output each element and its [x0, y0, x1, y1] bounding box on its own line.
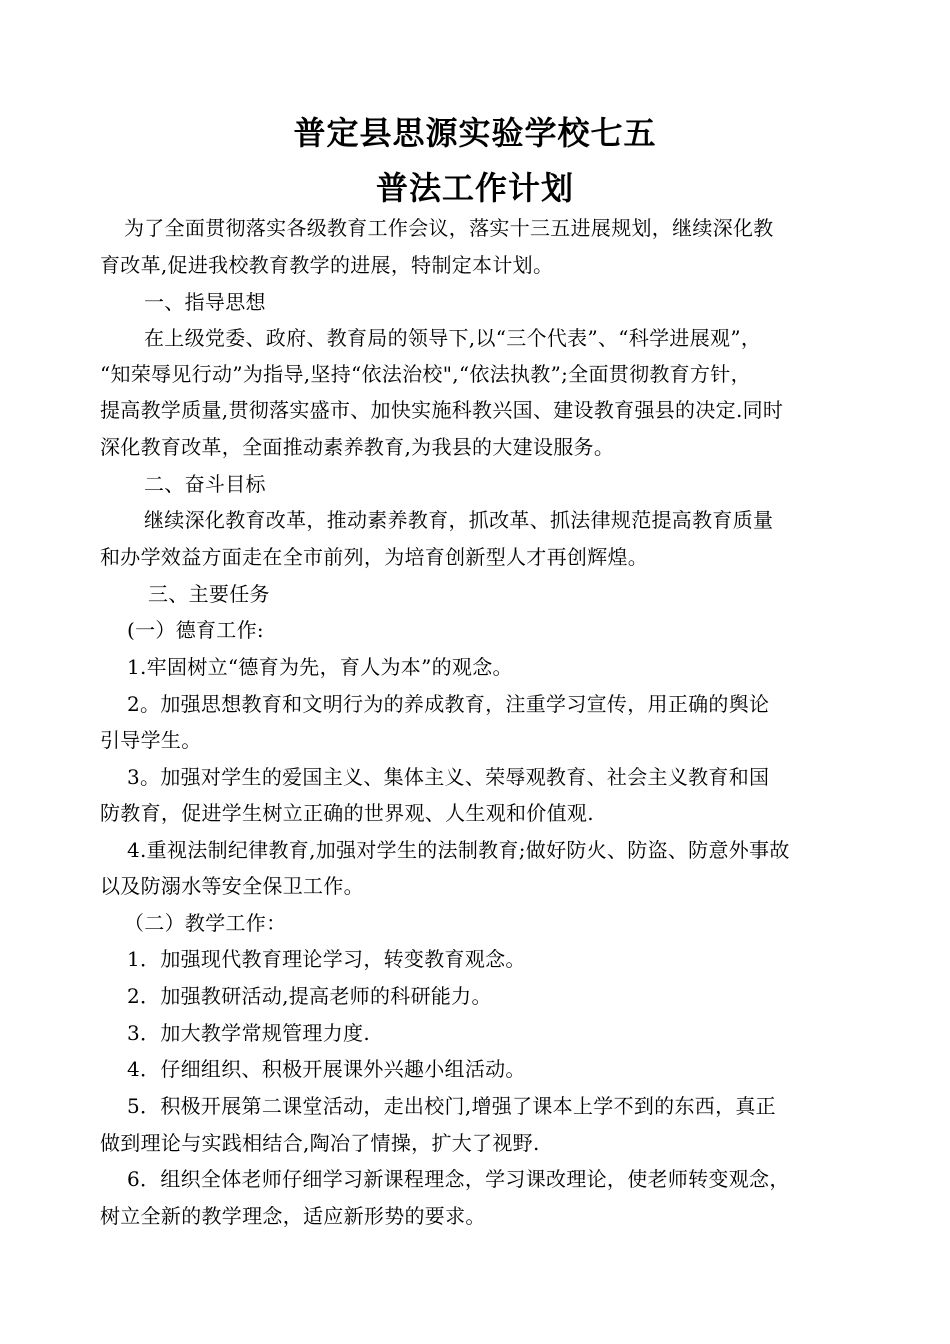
section-heading-guiding-thought: 一、指导思想: [144, 290, 266, 314]
section-heading-goals: 二、奋斗目标: [144, 472, 266, 496]
moral-education-item: 3。加强对学生的爱国主义、集体主义、荣辱观教育、社会主义教育和国: [127, 765, 770, 789]
intro-paragraph-line: 育改革,促进我校教育教学的进展，特制定本计划。: [100, 253, 554, 277]
intro-paragraph-line: 为了全面贯彻落实各级教育工作会议，落实十三五进展规划，继续深化教: [124, 216, 774, 240]
moral-education-item-continuation: 防教育，促进学生树立正确的世界观、人生观和价值观.: [100, 801, 594, 825]
teaching-item: 3．加大教学常规管理力度.: [127, 1021, 370, 1045]
section-heading-main-tasks: 三、主要任务: [148, 582, 270, 606]
guiding-thought-paragraph-line: 提高教学质量,贯彻落实盛市、加快实施科教兴国、建设教育强县的决定.同时: [100, 398, 784, 422]
document-title-line1: 普定县思源实验学校七五: [293, 114, 657, 152]
moral-education-item: 1.牢固树立“德育为先，育人为本”的观念。: [127, 655, 513, 679]
document-title-line2: 普法工作计划: [375, 169, 574, 207]
moral-education-item: 2。加强思想教育和文明行为的养成教育，注重学习宣传，用正确的舆论: [127, 692, 770, 716]
moral-education-item-continuation: 以及防溺水等安全保卫工作。: [100, 874, 364, 898]
teaching-item: 2．加强教研活动,提高老师的科研能力。: [127, 984, 492, 1008]
subsection-heading-moral-education: (一）德育工作:: [127, 618, 264, 642]
moral-education-item: 4.重视法制纪律教育,加强对学生的法制教育;做好防火、防盗、防意外事故: [127, 838, 790, 862]
teaching-item-continuation: 做到理论与实践相结合,陶冶了情操，扩大了视野.: [100, 1131, 540, 1155]
teaching-item: 4．仔细组织、积极开展课外兴趣小组活动。: [127, 1057, 526, 1081]
moral-education-item-continuation: 引导学生。: [100, 728, 202, 752]
teaching-item: 6．组织全体老师仔细学习新课程理念，学习课改理论，使老师转变观念，: [127, 1167, 790, 1191]
teaching-item: 5．积极开展第二课堂活动，走出校门,增强了课本上学不到的东西，真正: [127, 1094, 776, 1118]
guiding-thought-paragraph-line: “知荣辱见行动”为指导,坚持“依法治校",“依法执教”;全面贯彻教育方针，: [100, 362, 751, 386]
teaching-item: 1．加强现代教育理论学习，转变教育观念。: [127, 947, 526, 971]
subsection-heading-teaching: （二）教学工作：: [124, 911, 287, 935]
guiding-thought-paragraph-line: 深化教育改革，全面推动素养教育,为我县的大建设服务。: [100, 435, 615, 459]
goals-paragraph-line: 和办学效益方面走在全市前列，为培育创新型人才再创辉煌。: [100, 545, 649, 569]
goals-paragraph-line: 继续深化教育改革，推动素养教育，抓改革、抓法律规范提高教育质量: [144, 508, 774, 532]
guiding-thought-paragraph-line: 在上级党委、政府、教育局的领导下,以“三个代表”、“科学进展观”，: [144, 326, 762, 350]
teaching-item-continuation: 树立全新的教学理念，适应新形势的要求。: [100, 1204, 486, 1228]
